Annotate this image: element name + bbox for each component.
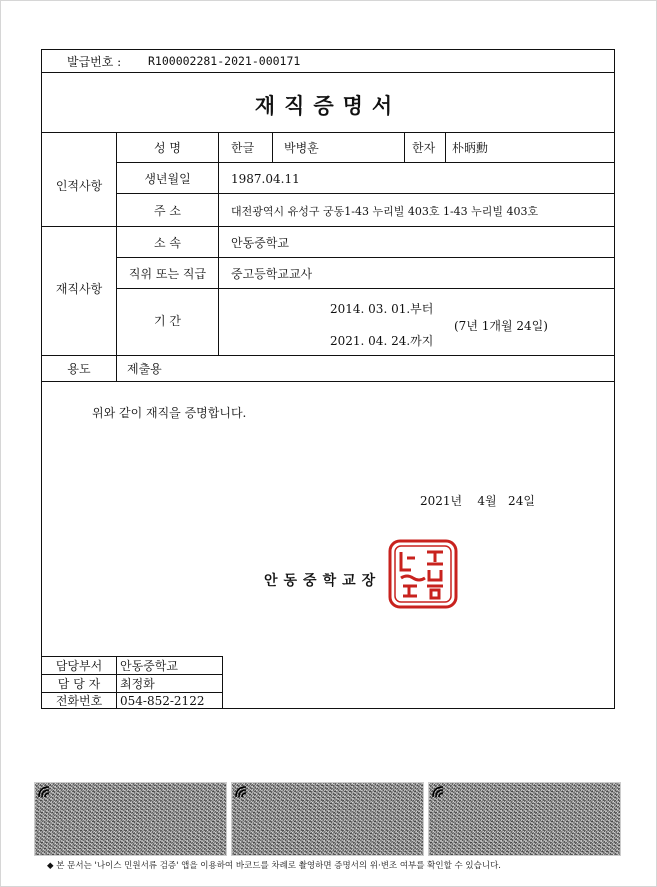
- phone-label: 전화번호: [55, 694, 103, 708]
- birth-value: 1987.04.11: [231, 172, 300, 186]
- column-divider: [116, 355, 117, 381]
- barcode-corner-icon: [37, 785, 51, 799]
- column-divider: [222, 656, 223, 709]
- hanja-name: 朴昞勳: [452, 141, 489, 155]
- dept-value: 안동중학교: [120, 659, 178, 673]
- issue-number-label: 발급번호 :: [67, 55, 122, 69]
- period-from: 2014. 03. 01.부터: [330, 302, 434, 316]
- dept-label: 담당부서: [55, 659, 103, 673]
- column-divider: [116, 656, 117, 709]
- divider: [42, 132, 614, 133]
- birth-label: 생년월일: [144, 172, 191, 186]
- verification-note: ◆ 본 문서는 '나이스 민원서류 검증' 앱을 이용하여 바코드를 차례로 촬영하면 증명서의 위·변조 여부를 확인할 수 있습니다.: [47, 861, 501, 871]
- principal-name: 안동중학교장: [264, 573, 382, 589]
- divider: [117, 257, 614, 258]
- affiliation-label: 소 속: [154, 236, 181, 250]
- verification-barcode: [428, 782, 621, 856]
- person-value: 최정화: [120, 677, 155, 691]
- name-label: 성 명: [154, 141, 181, 155]
- hangul-label: 한글: [231, 141, 255, 155]
- divider: [117, 288, 614, 289]
- column-divider: [218, 132, 219, 355]
- purpose-value: 제출용: [127, 362, 162, 376]
- column-divider: [404, 132, 405, 162]
- divider: [42, 674, 222, 675]
- divider: [42, 72, 614, 73]
- barcode-corner-icon: [234, 785, 248, 799]
- personal-section-label: 인적사항: [55, 179, 103, 193]
- divider: [42, 692, 222, 693]
- hangul-name: 박병훈: [284, 141, 319, 155]
- employment-section-label: 재직사항: [55, 282, 103, 296]
- verification-barcode: [231, 782, 424, 856]
- person-label: 담 당 자: [57, 677, 101, 691]
- hanja-label: 한자: [412, 141, 436, 155]
- official-seal-icon: [387, 538, 459, 610]
- period-label: 기 간: [154, 314, 181, 328]
- issue-number-value: R100002281-2021-000171: [148, 54, 301, 68]
- period-to: 2021. 04. 24.까지: [330, 334, 434, 348]
- column-divider: [272, 132, 273, 162]
- period-duration: (7년 1개월 24일): [454, 319, 548, 333]
- divider: [42, 381, 614, 382]
- divider: [117, 162, 614, 163]
- certification-statement: 위와 같이 재직을 증명합니다.: [92, 406, 247, 420]
- divider: [117, 193, 614, 194]
- verification-barcode: [34, 782, 227, 856]
- divider: [42, 226, 614, 227]
- phone-value: 054-852-2122: [120, 694, 205, 708]
- position-value: 중고등학교교사: [231, 267, 313, 281]
- column-divider: [445, 132, 446, 162]
- divider: [42, 656, 222, 657]
- position-label: 직위 또는 직급: [128, 267, 207, 281]
- document-title: 재직증명서: [254, 94, 402, 118]
- barcode-corner-icon: [431, 785, 445, 799]
- certificate-document: [41, 49, 615, 709]
- divider: [42, 355, 614, 356]
- issue-date: 2021년 4월 24일: [420, 494, 535, 508]
- address-label: 주 소: [154, 204, 181, 218]
- affiliation-value: 안동중학교: [231, 236, 289, 250]
- purpose-label: 용도: [67, 362, 91, 376]
- address-value: 대전광역시 유성구 궁동1-43 누리빌 403호 1-43 누리빌 403호: [231, 205, 539, 218]
